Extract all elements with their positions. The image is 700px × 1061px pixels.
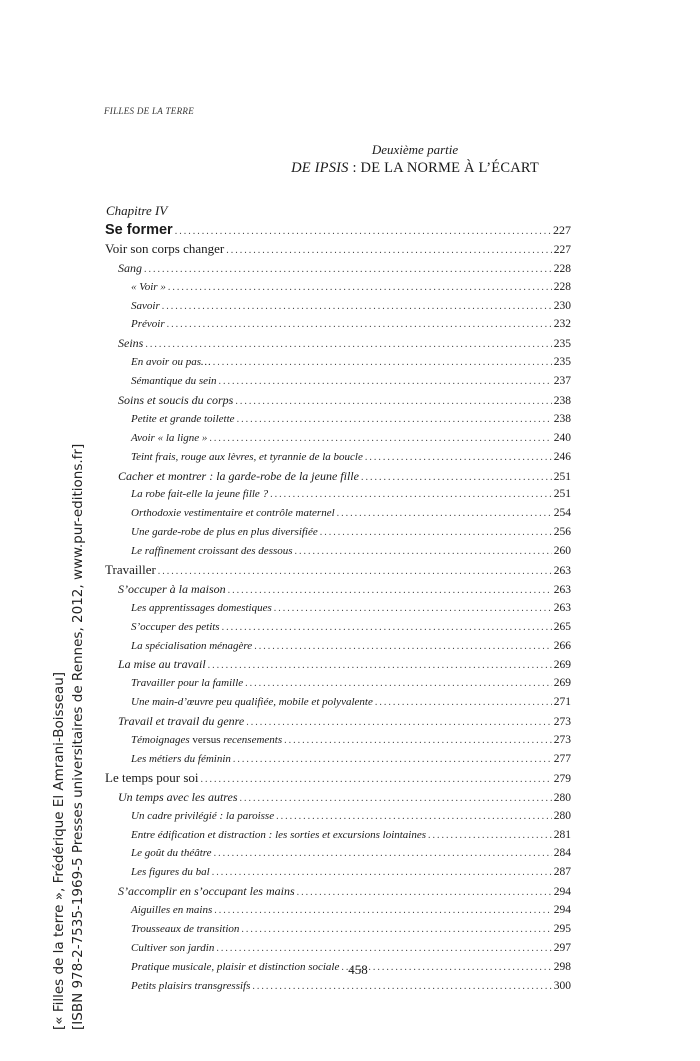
toc-entry-leader bbox=[276, 808, 552, 827]
toc-entry bbox=[105, 315, 571, 334]
toc-entry-leader bbox=[246, 714, 552, 733]
toc-entry-page: 228 bbox=[553, 262, 571, 275]
toc-entry bbox=[105, 712, 571, 731]
toc-entry-page: 227 bbox=[553, 223, 571, 237]
toc-entry-title: Le goût du théâtre bbox=[131, 847, 212, 860]
toc-entry-page: 263 bbox=[553, 601, 571, 614]
toc-entry-leader bbox=[212, 864, 552, 883]
toc-entry-leader bbox=[162, 298, 552, 317]
toc-entry-title: Orthodoxie vestimentaire et contrôle maternel bbox=[131, 507, 335, 520]
toc-entry bbox=[105, 259, 571, 278]
toc-entry-title: « Voir » bbox=[131, 280, 166, 293]
toc-entry-page: 269 bbox=[553, 677, 571, 690]
toc-entry bbox=[105, 391, 571, 410]
toc-entry-leader bbox=[213, 354, 552, 373]
toc-entry-page: 269 bbox=[553, 659, 571, 672]
toc-entry bbox=[105, 448, 571, 467]
toc-entry-page: 251 bbox=[553, 488, 571, 501]
toc-entry bbox=[105, 750, 571, 769]
toc-entry-page: 260 bbox=[553, 545, 571, 558]
toc-entry-title: Prévoir bbox=[131, 318, 165, 331]
toc-entry-title: Aiguilles en mains bbox=[131, 904, 213, 917]
toc-entry-title: Travailler pour la famille bbox=[131, 677, 244, 690]
toc-entry-page: 297 bbox=[553, 941, 571, 954]
toc-entry bbox=[105, 977, 571, 996]
part-label: Deuxième partie bbox=[371, 142, 459, 157]
toc-entry-leader bbox=[228, 582, 552, 601]
toc-entry-title: Cacher et montrer : la garde-robe de la jeune fille bbox=[118, 468, 359, 483]
toc-entry-leader bbox=[201, 771, 552, 790]
toc-entry bbox=[105, 221, 571, 240]
toc-entry-leader bbox=[233, 751, 552, 770]
toc-entry-title: Un cadre privilégié : la paroisse bbox=[131, 809, 275, 822]
toc-entry-page: 295 bbox=[553, 922, 571, 935]
toc-entry-leader bbox=[295, 543, 552, 562]
toc-entry-leader bbox=[237, 411, 552, 430]
toc-entry-page: 230 bbox=[553, 299, 571, 312]
toc-entry bbox=[105, 297, 571, 316]
toc-entry-title: Avoir « la ligne » bbox=[131, 431, 208, 444]
toc-entry-title: Travailler bbox=[105, 562, 156, 578]
toc-entry-title: Seins bbox=[118, 336, 144, 351]
toc-entry-page: 238 bbox=[553, 395, 571, 408]
toc-entry-title: Petits plaisirs transgressifs bbox=[131, 979, 251, 992]
toc-entry-title: Savoir bbox=[131, 299, 160, 312]
toc-entry-page: 240 bbox=[553, 431, 571, 444]
toc-entry-leader bbox=[214, 845, 552, 864]
toc-entry-title: Les figures du bal bbox=[131, 866, 210, 879]
part-title-italic: DE IPSIS bbox=[291, 160, 349, 176]
toc-entry bbox=[105, 844, 571, 863]
toc-entry bbox=[105, 542, 571, 561]
toc-entry-page: 238 bbox=[553, 412, 571, 425]
toc-entry-leader bbox=[365, 449, 552, 468]
toc-entry-page: 273 bbox=[553, 716, 571, 729]
toc-entry-page: 298 bbox=[553, 960, 571, 973]
toc-entry-title: Teint frais, rouge aux lèvres, et tyrannie de la boucle bbox=[131, 450, 363, 463]
toc-entry-title: Le raffinement croissant des dessous bbox=[131, 545, 293, 558]
toc-entry-leader bbox=[167, 316, 552, 335]
side-credit bbox=[50, 444, 88, 1030]
toc-entry-page: 281 bbox=[553, 828, 571, 841]
toc-entry bbox=[105, 240, 571, 259]
chapter-label: Chapitre IV bbox=[106, 203, 168, 218]
toc-entry bbox=[105, 410, 571, 429]
part-title-rest: : DE LA NORME À L’ÉCART bbox=[348, 160, 539, 176]
toc-entry bbox=[105, 372, 571, 391]
toc-entry bbox=[105, 769, 571, 788]
toc-entry bbox=[105, 807, 571, 826]
toc-entry-page: 300 bbox=[553, 979, 571, 992]
toc-entry-title: Voir son corps changer bbox=[105, 240, 225, 256]
toc-entry-page: 256 bbox=[553, 526, 571, 539]
toc-entry-title: Se former bbox=[105, 222, 173, 238]
toc-entry-title: S’occuper des petits bbox=[131, 620, 220, 633]
toc-entry-title: Petite et grande toilette bbox=[131, 412, 235, 425]
toc-entry-page: 273 bbox=[553, 734, 571, 747]
toc-entry-leader bbox=[209, 430, 551, 449]
toc-entry bbox=[105, 278, 571, 297]
toc-entry bbox=[105, 504, 571, 523]
toc-entry-page: 228 bbox=[553, 280, 571, 293]
toc-entry-leader bbox=[168, 279, 552, 298]
toc-entry bbox=[105, 599, 571, 618]
toc-entry-leader bbox=[375, 694, 552, 713]
toc-entry-page: 251 bbox=[553, 470, 571, 483]
toc-entry-page: 263 bbox=[553, 565, 571, 578]
toc-entry-leader bbox=[274, 600, 552, 619]
toc-entry-title: La robe fait-elle la jeune fille ? bbox=[131, 488, 269, 501]
toc-entry-title: La mise au travail bbox=[118, 657, 206, 672]
toc-entry bbox=[105, 467, 571, 486]
toc-entry-page: 254 bbox=[553, 507, 571, 520]
toc-entry bbox=[105, 580, 571, 599]
toc-entry bbox=[105, 429, 571, 448]
toc-entry-leader bbox=[297, 884, 552, 903]
toc-entry-page: 235 bbox=[553, 338, 571, 351]
toc-entry bbox=[105, 674, 571, 693]
toc-entry-leader bbox=[216, 940, 551, 959]
toc-entry-page: 277 bbox=[553, 752, 571, 765]
toc-entry-leader bbox=[270, 486, 552, 505]
toc-entry-page: 237 bbox=[553, 375, 571, 388]
toc-entry-leader bbox=[254, 638, 552, 657]
toc-entry-title: Sémantique du sein bbox=[131, 375, 217, 388]
toc-entry bbox=[105, 637, 571, 656]
side-credit-line-1: [« Filles de la terre », Frédérique El Amrani-Boisseau] bbox=[51, 671, 67, 1030]
toc-entry-leader bbox=[240, 790, 552, 809]
toc-entry-page: 227 bbox=[553, 243, 571, 256]
toc-entry bbox=[105, 920, 571, 939]
toc-entry-leader bbox=[222, 619, 552, 638]
toc-entry-title: Témoignages versus recensements bbox=[131, 734, 283, 747]
toc-entry bbox=[105, 882, 571, 901]
toc-entry-page: 280 bbox=[553, 809, 571, 822]
toc-entry-leader bbox=[428, 827, 552, 846]
toc-entry bbox=[105, 693, 571, 712]
toc-entry-title: Une garde-robe de plus en plus diversifiée bbox=[131, 526, 318, 539]
toc-entry-page: 294 bbox=[553, 886, 571, 899]
toc-entry bbox=[105, 523, 571, 542]
toc-entry bbox=[105, 788, 571, 807]
toc-entry bbox=[105, 901, 571, 920]
toc-entry bbox=[105, 353, 571, 372]
toc-entry-title: Sang bbox=[118, 260, 142, 275]
toc-entry-title: En avoir ou pas… bbox=[131, 356, 211, 369]
toc-entry-leader bbox=[245, 675, 552, 694]
toc-entry-leader bbox=[214, 902, 551, 921]
toc-entry-title: Pratique musicale, plaisir et distinction sociale bbox=[131, 960, 340, 973]
toc-entry-title: Soins et soucis du corps bbox=[118, 393, 234, 408]
page-number: 458 bbox=[348, 962, 368, 977]
toc-entry bbox=[105, 655, 571, 674]
side-credit-line-2: [ISBN 978-2-7535-1969-5 Presses universitaires de Rennes, 2012, www.pur-editions.fr] bbox=[70, 443, 86, 1030]
toc-entry bbox=[105, 939, 571, 958]
toc-entry bbox=[105, 826, 571, 845]
part-title bbox=[0, 160, 700, 177]
toc-entry-title: Les apprentissages domestiques bbox=[131, 601, 272, 614]
toc-entry-leader bbox=[241, 921, 551, 940]
toc-entry-page: 284 bbox=[553, 847, 571, 860]
toc-entry-page: 280 bbox=[553, 791, 571, 804]
toc-entry-page: 232 bbox=[553, 318, 571, 331]
toc-entry-page: 263 bbox=[553, 583, 571, 596]
toc-entry-leader bbox=[320, 524, 552, 543]
toc-entry-leader bbox=[144, 261, 552, 280]
toc-entry-leader bbox=[208, 657, 552, 676]
toc-entry-page: 265 bbox=[553, 620, 571, 633]
toc-entry-page: 287 bbox=[553, 866, 571, 879]
toc-entry-leader bbox=[252, 978, 551, 997]
toc-entry-leader bbox=[219, 373, 552, 392]
toc-entry-page: 294 bbox=[553, 904, 571, 917]
toc-entry-title: Les métiers du féminin bbox=[131, 752, 231, 765]
toc-entry-leader bbox=[226, 242, 551, 261]
toc-entry bbox=[105, 731, 571, 750]
toc-entry-page: 246 bbox=[553, 450, 571, 463]
toc-entry-title: Trousseaux de transition bbox=[131, 922, 240, 935]
toc-entry-title: S’occuper à la maison bbox=[118, 581, 226, 596]
toc-entry-leader bbox=[175, 223, 551, 242]
toc-entry-title: S’accomplir en s’occupant les mains bbox=[118, 884, 295, 899]
toc-entry bbox=[105, 485, 571, 504]
toc-entry-leader bbox=[337, 505, 552, 524]
toc-entry-title: Entre édification et distraction : les sorties et excursions lointaines bbox=[131, 828, 427, 841]
toc-entry bbox=[105, 863, 571, 882]
toc-entry-title: Le temps pour soi bbox=[105, 769, 199, 785]
toc-entry-title: Un temps avec les autres bbox=[118, 789, 238, 804]
toc-entry-leader bbox=[284, 732, 552, 751]
running-head: FILLES DE LA TERRE bbox=[104, 106, 194, 116]
toc-entry-page: 271 bbox=[553, 696, 571, 709]
toc-entry bbox=[105, 334, 571, 353]
toc-entry-page: 235 bbox=[553, 356, 571, 369]
toc-entry-title: Cultiver son jardin bbox=[131, 941, 215, 954]
toc-entry bbox=[105, 561, 571, 580]
toc-entry-title: La spécialisation ménagère bbox=[131, 639, 253, 652]
toc-entry-title: Une main-d’œuvre peu qualifiée, mobile et polyvalente bbox=[131, 696, 373, 709]
toc-entry-leader bbox=[235, 393, 551, 412]
toc-entry-leader bbox=[361, 469, 552, 488]
toc-entry-title: Travail et travail du genre bbox=[118, 714, 245, 729]
toc-entry bbox=[105, 618, 571, 637]
toc-entry-page: 279 bbox=[553, 772, 571, 785]
toc-entry-page: 266 bbox=[553, 639, 571, 652]
table-of-contents bbox=[105, 221, 571, 996]
